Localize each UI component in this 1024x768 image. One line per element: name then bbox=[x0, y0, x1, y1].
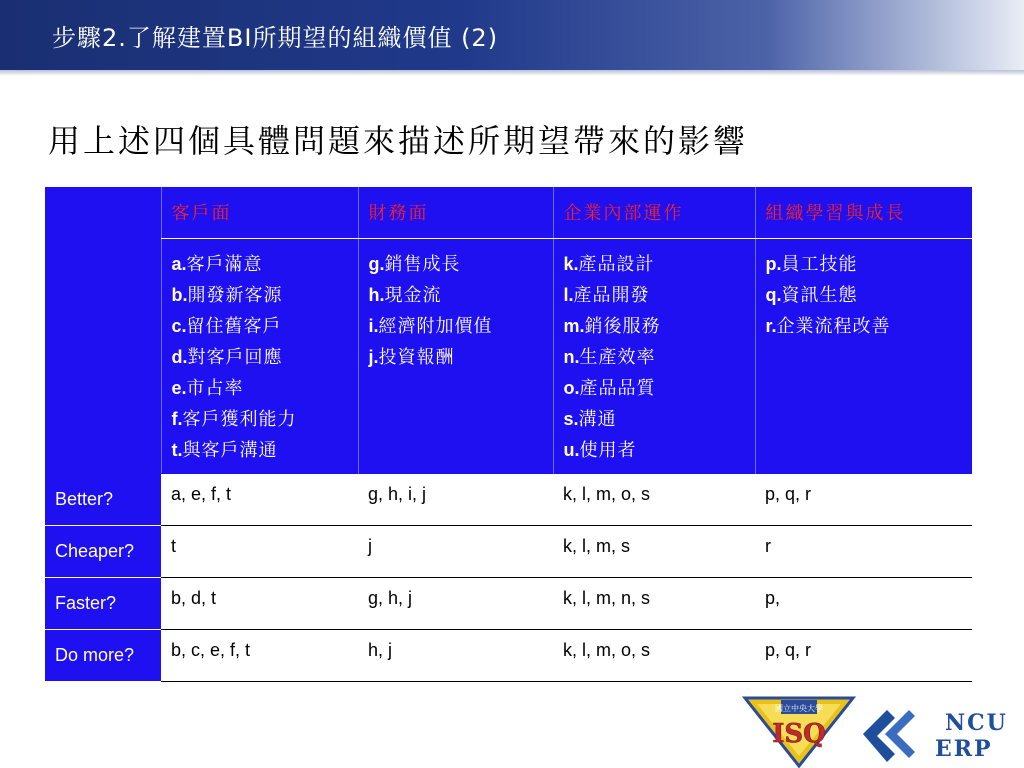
item-code: p. bbox=[765, 253, 782, 274]
item-code: j. bbox=[368, 346, 379, 367]
item-list-cell bbox=[553, 238, 755, 474]
item-text: 留住舊客戶 bbox=[186, 315, 282, 337]
item-text: 產品品質 bbox=[579, 377, 656, 399]
item-code: n. bbox=[563, 346, 580, 367]
item-code: d. bbox=[171, 346, 188, 367]
list-item bbox=[564, 249, 755, 280]
table-cell: r bbox=[755, 526, 972, 578]
item-code: m. bbox=[563, 315, 585, 336]
item-code: f. bbox=[171, 408, 183, 429]
table-cell: p, bbox=[755, 578, 972, 630]
item-code: r. bbox=[765, 315, 777, 336]
column-header: 企業內部運作 bbox=[553, 187, 755, 238]
table-cell: b, c, e, f, t bbox=[161, 630, 358, 682]
logos bbox=[735, 690, 1020, 768]
table-items-row bbox=[45, 238, 972, 474]
table-cell: j bbox=[358, 526, 553, 578]
item-text: 銷後服務 bbox=[584, 315, 661, 337]
ncu-erp-logo bbox=[863, 710, 1008, 762]
list-item bbox=[369, 249, 553, 280]
slide-title: 步驟2.了解建置BI所期望的組織價值 (2) bbox=[52, 24, 499, 52]
table-row bbox=[45, 630, 972, 682]
list-item bbox=[564, 311, 755, 342]
erp-text: ERP bbox=[935, 736, 993, 762]
list-item bbox=[172, 311, 358, 342]
table-cell: b, d, t bbox=[161, 578, 358, 630]
table-cell: p, q, r bbox=[755, 474, 972, 526]
item-text: 使用者 bbox=[579, 439, 637, 461]
item-text: 溝通 bbox=[578, 408, 617, 430]
row-label: Do more? bbox=[45, 630, 161, 682]
list-item bbox=[172, 249, 358, 280]
column-header: 客戶面 bbox=[161, 187, 358, 238]
isq-text: ISQ bbox=[772, 719, 826, 749]
item-text: 市占率 bbox=[186, 377, 244, 399]
table-corner-cell bbox=[45, 187, 161, 474]
row-label: Better? bbox=[45, 474, 161, 526]
isq-seal-text: 國立中央大學 bbox=[775, 704, 823, 713]
list-item bbox=[766, 311, 973, 342]
table-row bbox=[45, 526, 972, 578]
list-item bbox=[172, 373, 358, 404]
table-cell: k, l, m, s bbox=[553, 526, 755, 578]
list-item bbox=[564, 435, 755, 466]
list-item bbox=[564, 373, 755, 404]
impact-table bbox=[45, 187, 972, 682]
list-item bbox=[564, 404, 755, 435]
table-cell: k, l, m, o, s bbox=[553, 630, 755, 682]
item-text: 對客戶回應 bbox=[187, 346, 283, 368]
table-cell: a, e, f, t bbox=[161, 474, 358, 526]
item-list-cell bbox=[358, 238, 553, 474]
list-item bbox=[766, 249, 973, 280]
table-header-row bbox=[45, 187, 972, 238]
item-code: k. bbox=[563, 253, 579, 274]
item-code: s. bbox=[563, 408, 579, 429]
list-item bbox=[172, 342, 358, 373]
list-item bbox=[369, 280, 553, 311]
item-code: a. bbox=[171, 253, 187, 274]
item-text: 開發新客源 bbox=[187, 284, 283, 306]
isq-logo bbox=[745, 698, 853, 766]
item-list-cell bbox=[161, 238, 358, 474]
banner-shadow bbox=[0, 70, 1024, 76]
item-code: t. bbox=[171, 439, 183, 460]
table-cell: g, h, j bbox=[358, 578, 553, 630]
item-code: h. bbox=[368, 284, 385, 305]
row-label: Faster? bbox=[45, 578, 161, 630]
list-item bbox=[369, 311, 553, 342]
table-cell: g, h, i, j bbox=[358, 474, 553, 526]
item-text: 資訊生態 bbox=[781, 284, 858, 306]
item-text: 產品開發 bbox=[573, 284, 650, 306]
item-text: 與客戶溝通 bbox=[182, 439, 278, 461]
table-row bbox=[45, 578, 972, 630]
list-item bbox=[564, 280, 755, 311]
column-header: 財務面 bbox=[358, 187, 553, 238]
item-text: 現金流 bbox=[384, 284, 442, 306]
item-text: 客戶滿意 bbox=[186, 253, 263, 275]
row-label: Cheaper? bbox=[45, 526, 161, 578]
ncu-text: NCU bbox=[945, 710, 1008, 736]
column-header: 組織學習與成長 bbox=[755, 187, 972, 238]
item-text: 客戶獲利能力 bbox=[182, 408, 297, 430]
list-item bbox=[172, 280, 358, 311]
item-text: 生產效率 bbox=[579, 346, 656, 368]
table-cell: k, l, m, o, s bbox=[553, 474, 755, 526]
table-row bbox=[45, 474, 972, 526]
item-code: c. bbox=[171, 315, 187, 336]
item-code: i. bbox=[368, 315, 379, 336]
item-list-cell bbox=[755, 238, 972, 474]
list-item bbox=[172, 404, 358, 435]
item-code: e. bbox=[171, 377, 187, 398]
item-code: l. bbox=[563, 284, 574, 305]
list-item bbox=[564, 342, 755, 373]
item-text: 企業流程改善 bbox=[776, 315, 891, 337]
item-code: u. bbox=[563, 439, 580, 460]
list-item bbox=[766, 280, 973, 311]
list-item bbox=[172, 435, 358, 466]
item-text: 產品設計 bbox=[578, 253, 655, 275]
table-cell: h, j bbox=[358, 630, 553, 682]
item-text: 員工技能 bbox=[781, 253, 858, 275]
item-text: 經濟附加價值 bbox=[378, 315, 493, 337]
item-code: o. bbox=[563, 377, 580, 398]
item-code: g. bbox=[368, 253, 385, 274]
item-text: 銷售成長 bbox=[384, 253, 461, 275]
table-cell: t bbox=[161, 526, 358, 578]
table-cell: k, l, m, n, s bbox=[553, 578, 755, 630]
slide-subtitle: 用上述四個具體問題來描述所期望帶來的影響 bbox=[48, 122, 749, 160]
list-item bbox=[369, 342, 553, 373]
item-text: 投資報酬 bbox=[378, 346, 455, 368]
item-code: b. bbox=[171, 284, 188, 305]
table-cell: p, q, r bbox=[755, 630, 972, 682]
item-code: q. bbox=[765, 284, 782, 305]
